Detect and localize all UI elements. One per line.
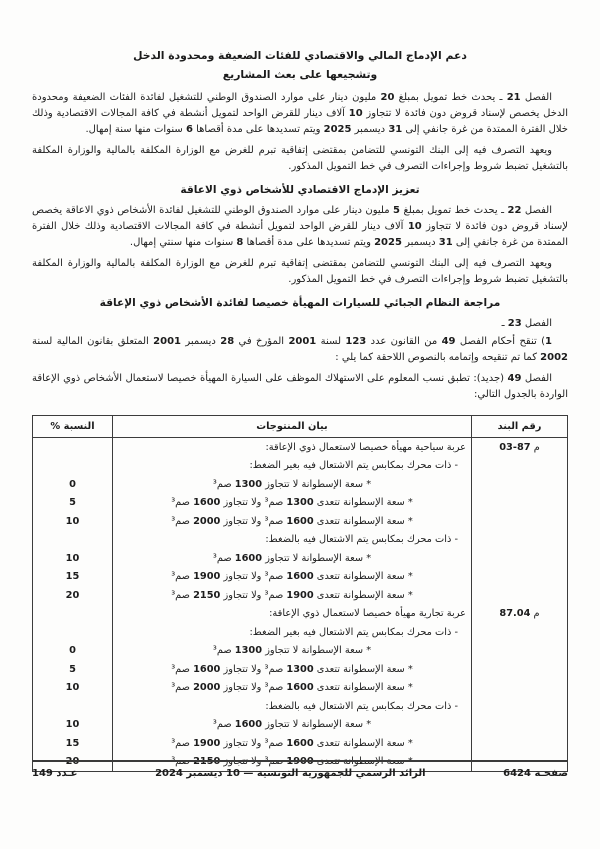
item-number-cell	[472, 531, 568, 550]
section-title-disability-inclusion: تعزيز الإدماج الاقتصادي للأشخاص ذوي الاعاقة	[180, 184, 420, 196]
table-row	[33, 642, 568, 661]
table-row	[33, 549, 568, 568]
description-cell: * سعة الإسطوانة تتعدى 1600 صم³ ولا تتجاوز 2000 صم³	[113, 679, 472, 698]
column-header-product-description: بيان المنتوجات	[113, 416, 472, 438]
rate-cell: 10	[65, 515, 80, 527]
description-cell: * سعة الإسطوانة تتعدى 1300 صم³ ولا تتجاوز 1600 صم³	[113, 494, 472, 513]
article-21-management-paragraph: ويعهد التصرف فيه إلى البنك التونسي للتضامن بمقتضى إتفاقية تبرم للغرض مع الوزارة المكلفة بالمالية والوزارة المكلفة بالتشغيل تضبط شروط وإجراءات التصرف في خط التمويل المذكور.	[32, 145, 568, 172]
table-header-row	[33, 416, 568, 438]
rate-cell: 5	[69, 497, 76, 509]
rate-cell	[33, 605, 113, 624]
table-row	[33, 623, 568, 642]
rate-cell: 10	[65, 682, 80, 694]
description-cell: * سعة الإسطوانة تتعدى 1900 صم³ ولا تتجاوز 2150 صم³	[113, 586, 472, 605]
description-cell: * سعة الإسطوانة لا تتجاوز 1600 صم³	[113, 716, 472, 735]
rate-cell: 0	[69, 478, 76, 490]
rate-cell	[33, 697, 113, 716]
description-cell: * سعة الإسطوانة لا تتجاوز 1300 صم³	[113, 642, 472, 661]
table-row	[33, 716, 568, 735]
footer-page-number: صفحـة 6424	[503, 768, 568, 779]
item-number-cell	[472, 494, 568, 513]
rate-cell: 5	[69, 663, 76, 675]
description-cell: - ذات محرك بمكابس يتم الاشتعال فيه بالضغط:	[113, 697, 472, 716]
title-line-2: وتشجيعها على بعث المشاريع	[222, 68, 378, 81]
item-number-cell: م 87-03	[499, 441, 540, 453]
item-number-cell	[472, 512, 568, 531]
table-row	[33, 679, 568, 698]
rate-cell: 15	[65, 737, 80, 749]
article-22-paragraph: الفصل 22 ـ يحدث خط تمويل بمبلغ 5 مليون دينار على موارد الصندوق الوطني للتشغيل لفائدة الأشخاص ذوي الاعاقة يخصص لإسناد قروض دون فائدة لا تتجاوز 10 آلاف دينار للقرض الواحد لتمويل أنشطة في كافة المجالات الاقتصادية وذلك خلال الفترة الممتدة من غرة جانفي إلى 31 ديسمبر 2025 ويتم تسديدها على مدة أقصاها 8 سنوات منها سنتي إمهال.	[32, 205, 569, 248]
item-number-cell	[472, 457, 568, 476]
description-cell: * سعة الإسطوانة تتعدى 1600 صم³ ولا تتجاوز 1900 صم³	[113, 568, 472, 587]
consumption-duty-rates-table	[32, 415, 568, 772]
table-row	[33, 475, 568, 494]
rate-cell	[33, 623, 113, 642]
item-number-cell	[472, 549, 568, 568]
description-cell: * سعة الإسطوانة لا تتجاوز 1600 صم³	[113, 549, 472, 568]
description-cell: - ذات محرك بمكابس يتم الاشتعال فيه بالضغط:	[113, 531, 472, 550]
article-22-management-paragraph: ويعهد التصرف فيه إلى البنك التونسي للتضامن بمقتضى إتفاقية تبرم للغرض مع الوزارة المكلفة بالمالية والوزارة المكلفة بالتشغيل تضبط شروط وإجراءات التصرف في خط التمويل المذكور.	[32, 258, 568, 285]
description-cell: - ذات محرك بمكابس يتم الاشتعال فيه بغير الضغط:	[113, 457, 472, 476]
item-number-cell	[472, 660, 568, 679]
description-cell: * سعة الإسطوانة تتعدى 1600 صم³ ولا تتجاوز 1900 صم³	[113, 734, 472, 753]
article-23-amendment-paragraph: 1) تنقح أحكام الفصل 49 من القانون عدد 123 لسنة 2001 المؤرخ في 28 ديسمبر 2001 المتعلق بقانون المالية لسنة 2002 كما تم تنقيحه وإتمامه بالنصوص اللاحقة كما يلي :	[32, 336, 568, 363]
item-number-cell	[472, 623, 568, 642]
item-number-cell	[472, 697, 568, 716]
description-cell: * سعة الإسطوانة تتعدى 1300 صم³ ولا تتجاوز 1600 صم³	[113, 660, 472, 679]
description-cell: - ذات محرك بمكابس يتم الاشتعال فيه بغير الضغط:	[113, 623, 472, 642]
rate-cell: 15	[65, 571, 80, 583]
footer-issue-number: عـدد 149	[32, 768, 78, 779]
section-title-financial-inclusion	[32, 46, 568, 84]
item-number-cell	[472, 679, 568, 698]
rate-cell: 20	[65, 756, 80, 768]
table-row	[33, 697, 568, 716]
rate-cell: 10	[65, 552, 80, 564]
description-cell: * سعة الإسطوانة تتعدى 1900 صم³ ولا تتجاوز 2150 صم³	[113, 753, 472, 772]
article-21-paragraph: الفصل 21 ـ يحدث خط تمويل بمبلغ 20 مليون دينار على موارد الصندوق الوطني للتشغيل لفائدة الفئات الضعيفة ومحدودة الدخل يخصص لإسناد قروض دون فائدة لا تتجاوز 10 آلاف دينار للقرض الواحد لتمويل أنشطة في كافة المجالات الاقتصادية وذلك خلال الفترة الممتدة من غرة جانفي إلى 31 ديسمبر 2025 ويتم تسديدها على مدة أقصاها 6 سنوات منها سنة إمهال.	[32, 92, 569, 135]
table-row	[33, 568, 568, 587]
table-row	[33, 605, 568, 624]
item-number-cell	[472, 716, 568, 735]
footer-journal-title: الرائد الرسمي للجمهورية التونسية — 10 ديسمبر 2024	[155, 768, 426, 779]
rate-cell: 10	[65, 719, 80, 731]
description-cell: * سعة الإسطوانة تتعدى 1600 صم³ ولا تتجاوز 2000 صم³	[113, 512, 472, 531]
rate-cell	[33, 438, 113, 457]
item-number-cell	[472, 642, 568, 661]
column-header-rate-percent: النسبة %	[33, 416, 113, 438]
rate-cell: 20	[65, 589, 80, 601]
table-row	[33, 457, 568, 476]
table-row	[33, 438, 568, 457]
table-row	[33, 494, 568, 513]
table-row	[33, 531, 568, 550]
rate-cell	[33, 531, 113, 550]
description-cell: عربة سياحية مهيأة خصيصا لاستعمال ذوي الإعاقة:	[113, 438, 472, 457]
column-header-item-number: رقم البند	[472, 416, 568, 438]
rate-cell	[33, 457, 113, 476]
table-row	[33, 512, 568, 531]
table-row	[33, 734, 568, 753]
item-number-cell: م 87.04	[499, 608, 540, 620]
description-cell: عربة تجارية مهيأة خصيصا لاستعمال ذوي الإعاقة:	[113, 605, 472, 624]
rate-cell: 0	[69, 645, 76, 657]
table-row	[33, 586, 568, 605]
table-row	[33, 660, 568, 679]
item-number-cell	[472, 586, 568, 605]
description-cell: * سعة الإسطوانة لا تتجاوز 1300 صم³	[113, 475, 472, 494]
item-number-cell	[472, 734, 568, 753]
title-line-1: دعم الإدماج المالي والاقتصادي للفئات الضعيفة ومحدودة الدخل	[133, 49, 467, 62]
item-number-cell	[472, 568, 568, 587]
item-number-cell	[472, 475, 568, 494]
article-49-new-paragraph: الفصل 49 (جديد): تطبق نسب المعلوم على الاستهلاك الموظف على السيارة المهيأة خصيصا لاستعمال الأشخاص ذوي الإعاقة الواردة بالجدول التالي:	[32, 373, 568, 400]
section-title-tax-review: مراجعة النظام الجبائي للسيارات المهيأة خصيصا لفائدة الأشخاص ذوي الإعاقة	[99, 297, 501, 309]
page-footer	[32, 760, 568, 779]
article-23-label: الفصل 23 ـ	[501, 318, 552, 329]
